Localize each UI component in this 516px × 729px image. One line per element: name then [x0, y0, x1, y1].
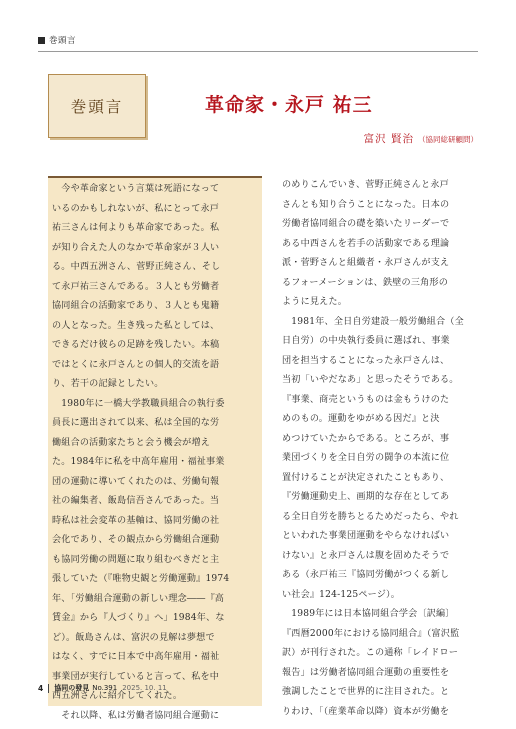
text-line: 西五洲さんに紹介してくれた。 — [52, 691, 183, 701]
text-line: て永戸祐三さんである。３人とも労働者 — [52, 281, 220, 292]
square-bullet-icon — [38, 37, 45, 44]
column-tag-box — [48, 74, 146, 138]
text-line: 員長に選出されて以来、私は全国的な労 — [52, 418, 220, 428]
author-byline — [364, 131, 478, 146]
header-divider — [38, 51, 478, 52]
left-text-column — [48, 176, 262, 721]
text-line: 社の編集者、飯島信吾さんであった。当 — [52, 496, 220, 506]
text-line: 団を担当することになった永戸さんは、 — [282, 355, 450, 366]
text-line: 『西暦2000年における協同組合』（富沢監 — [282, 628, 460, 639]
text-line: 強調したことで世界的に注目された。と — [282, 687, 450, 697]
text-line: めのもの。運動をゆがめる因だ』と決 — [282, 414, 440, 424]
issue-date: 2025. 10. 11 — [122, 684, 167, 692]
text-line: 1981年、全日自労建設一般労働組合（全 — [282, 316, 464, 327]
text-line: 労働者協同組合の礎を築いたリーダーで — [282, 219, 450, 229]
text-line: はなく、すでに日本で中高年雇用・福祉 — [52, 652, 220, 662]
text-line: 派・菅野さんと組織者・永戸さんが支え — [282, 258, 450, 268]
left-column-text — [52, 180, 258, 726]
text-line: 張していた（『唯物史観と労働運動』1974 — [52, 574, 230, 584]
text-line: 協同組合の活動家であり、３人とも鬼籍 — [52, 301, 220, 311]
text-line: る。中西五洲さん、菅野正純さん、そし — [52, 262, 221, 272]
column-tag-label: 巻頭言 — [70, 98, 124, 116]
section-header — [38, 34, 76, 46]
text-line: 会化であり、その観点から労働組合運動 — [52, 535, 220, 545]
text-line: も協同労働の問題に取り組むべきだと主 — [52, 554, 220, 565]
text-line: 時私は社会変革の基軸は、協同労働の社 — [52, 515, 220, 526]
text-line: ある中西さんを若手の活動家である理論 — [282, 238, 450, 249]
text-line: 年、「労働組合運動の新しい理念――『高 — [52, 593, 225, 604]
text-line: 置付けることが決定されたこともあり、 — [282, 472, 450, 483]
text-line: のめりこんでいき、菅野正純さんと永戸 — [282, 180, 449, 190]
text-line: めつけていたからである。ところが、事 — [282, 433, 450, 444]
text-line: できるだけ彼らの足跡を残したい。本稿 — [52, 340, 220, 350]
text-line: りわけ、「（産業革命以降）資本が労働を — [282, 706, 450, 717]
text-line: ある（永戸祐三『協同労働がつくる新し — [282, 570, 450, 580]
text-line: 賃金』から『人づくり』へ」1984年、な — [52, 613, 225, 623]
text-line: い社会』124-125ページ）。 — [282, 589, 401, 600]
text-line: 働組合の活動家たちと会う機会が増え — [52, 437, 210, 448]
page-footer — [38, 683, 167, 693]
magazine-name: 協同の發見 — [54, 683, 90, 692]
text-line: ど）。飯島さんは、富沢の見解は夢想で — [52, 632, 215, 643]
text-line: ではとくに永戸さんとの個人的交流を語 — [52, 359, 220, 370]
text-line: 訳）が刊行された。この通称「レイドロー — [282, 648, 459, 658]
text-line: けない』と永戸さんは腹を固めたそうで — [282, 550, 450, 561]
right-column-text — [282, 176, 466, 722]
footer-divider — [48, 684, 49, 693]
text-line: るフォーメーションは、鉄壁の三角形の — [282, 277, 449, 288]
right-text-column — [282, 176, 466, 722]
text-line: 『労働運動史上、画期的な存在としてあ — [282, 492, 450, 502]
text-line: た。1984年に私を中高年雇用・福祉事業 — [52, 457, 225, 467]
text-line: それ以降、私は労働者協同組合運動に — [52, 710, 220, 721]
text-line: といわれた事業団運動をやらなければい — [282, 531, 450, 541]
text-line: 事業団が実行していると言って、私を中 — [52, 671, 220, 682]
author-role: （協同総研顧問） — [418, 135, 478, 144]
text-line: 日自労）の中央執行委員に選ばれ、事業 — [282, 336, 450, 346]
section-label: 巻頭言 — [49, 36, 77, 46]
text-line: 1989年には日本協同組合学会〔訳編〕 — [282, 609, 455, 619]
text-line: が知り合えた人のなかで革命家が３人い — [52, 242, 220, 253]
text-line: さんとも知り合うことになった。日本の — [282, 199, 450, 210]
text-line: 報告」は労働者協同組合運動の重要性を — [282, 667, 450, 678]
author-name: 富沢 賢治 — [363, 133, 414, 145]
text-line: 祐三さんは何よりも革命家であった。私 — [52, 223, 220, 233]
article-title: 革命家・永戸 祐三 — [205, 94, 373, 116]
text-line: 当初「いやだなあ」と思ったそうである。 — [282, 375, 459, 385]
text-line: いるのかもしれないが、私にとって永戸 — [52, 203, 220, 214]
text-line: り、若干の記録としたい。 — [52, 379, 164, 389]
text-line: ように見えた。 — [282, 297, 348, 307]
text-line: 『事業、商売というものは金もうけのた — [282, 394, 450, 405]
text-line: る全日自労を勝ちとるためだったら、やれ — [282, 511, 459, 522]
text-line: 1980年に一橋大学教職員組合の執行委 — [52, 398, 225, 409]
text-line: の人となった。生き残った私としては、 — [52, 320, 220, 331]
text-line: 団の運動に導いてくれたのは、労働旬報 — [52, 476, 220, 487]
text-line: 今や革命家という言葉は死語になって — [52, 184, 220, 194]
issue-number: No.391 — [92, 684, 118, 692]
text-line: 業団づくりを全日自労の闘争の本流に位 — [282, 453, 450, 463]
page-number: 4 — [38, 683, 44, 693]
